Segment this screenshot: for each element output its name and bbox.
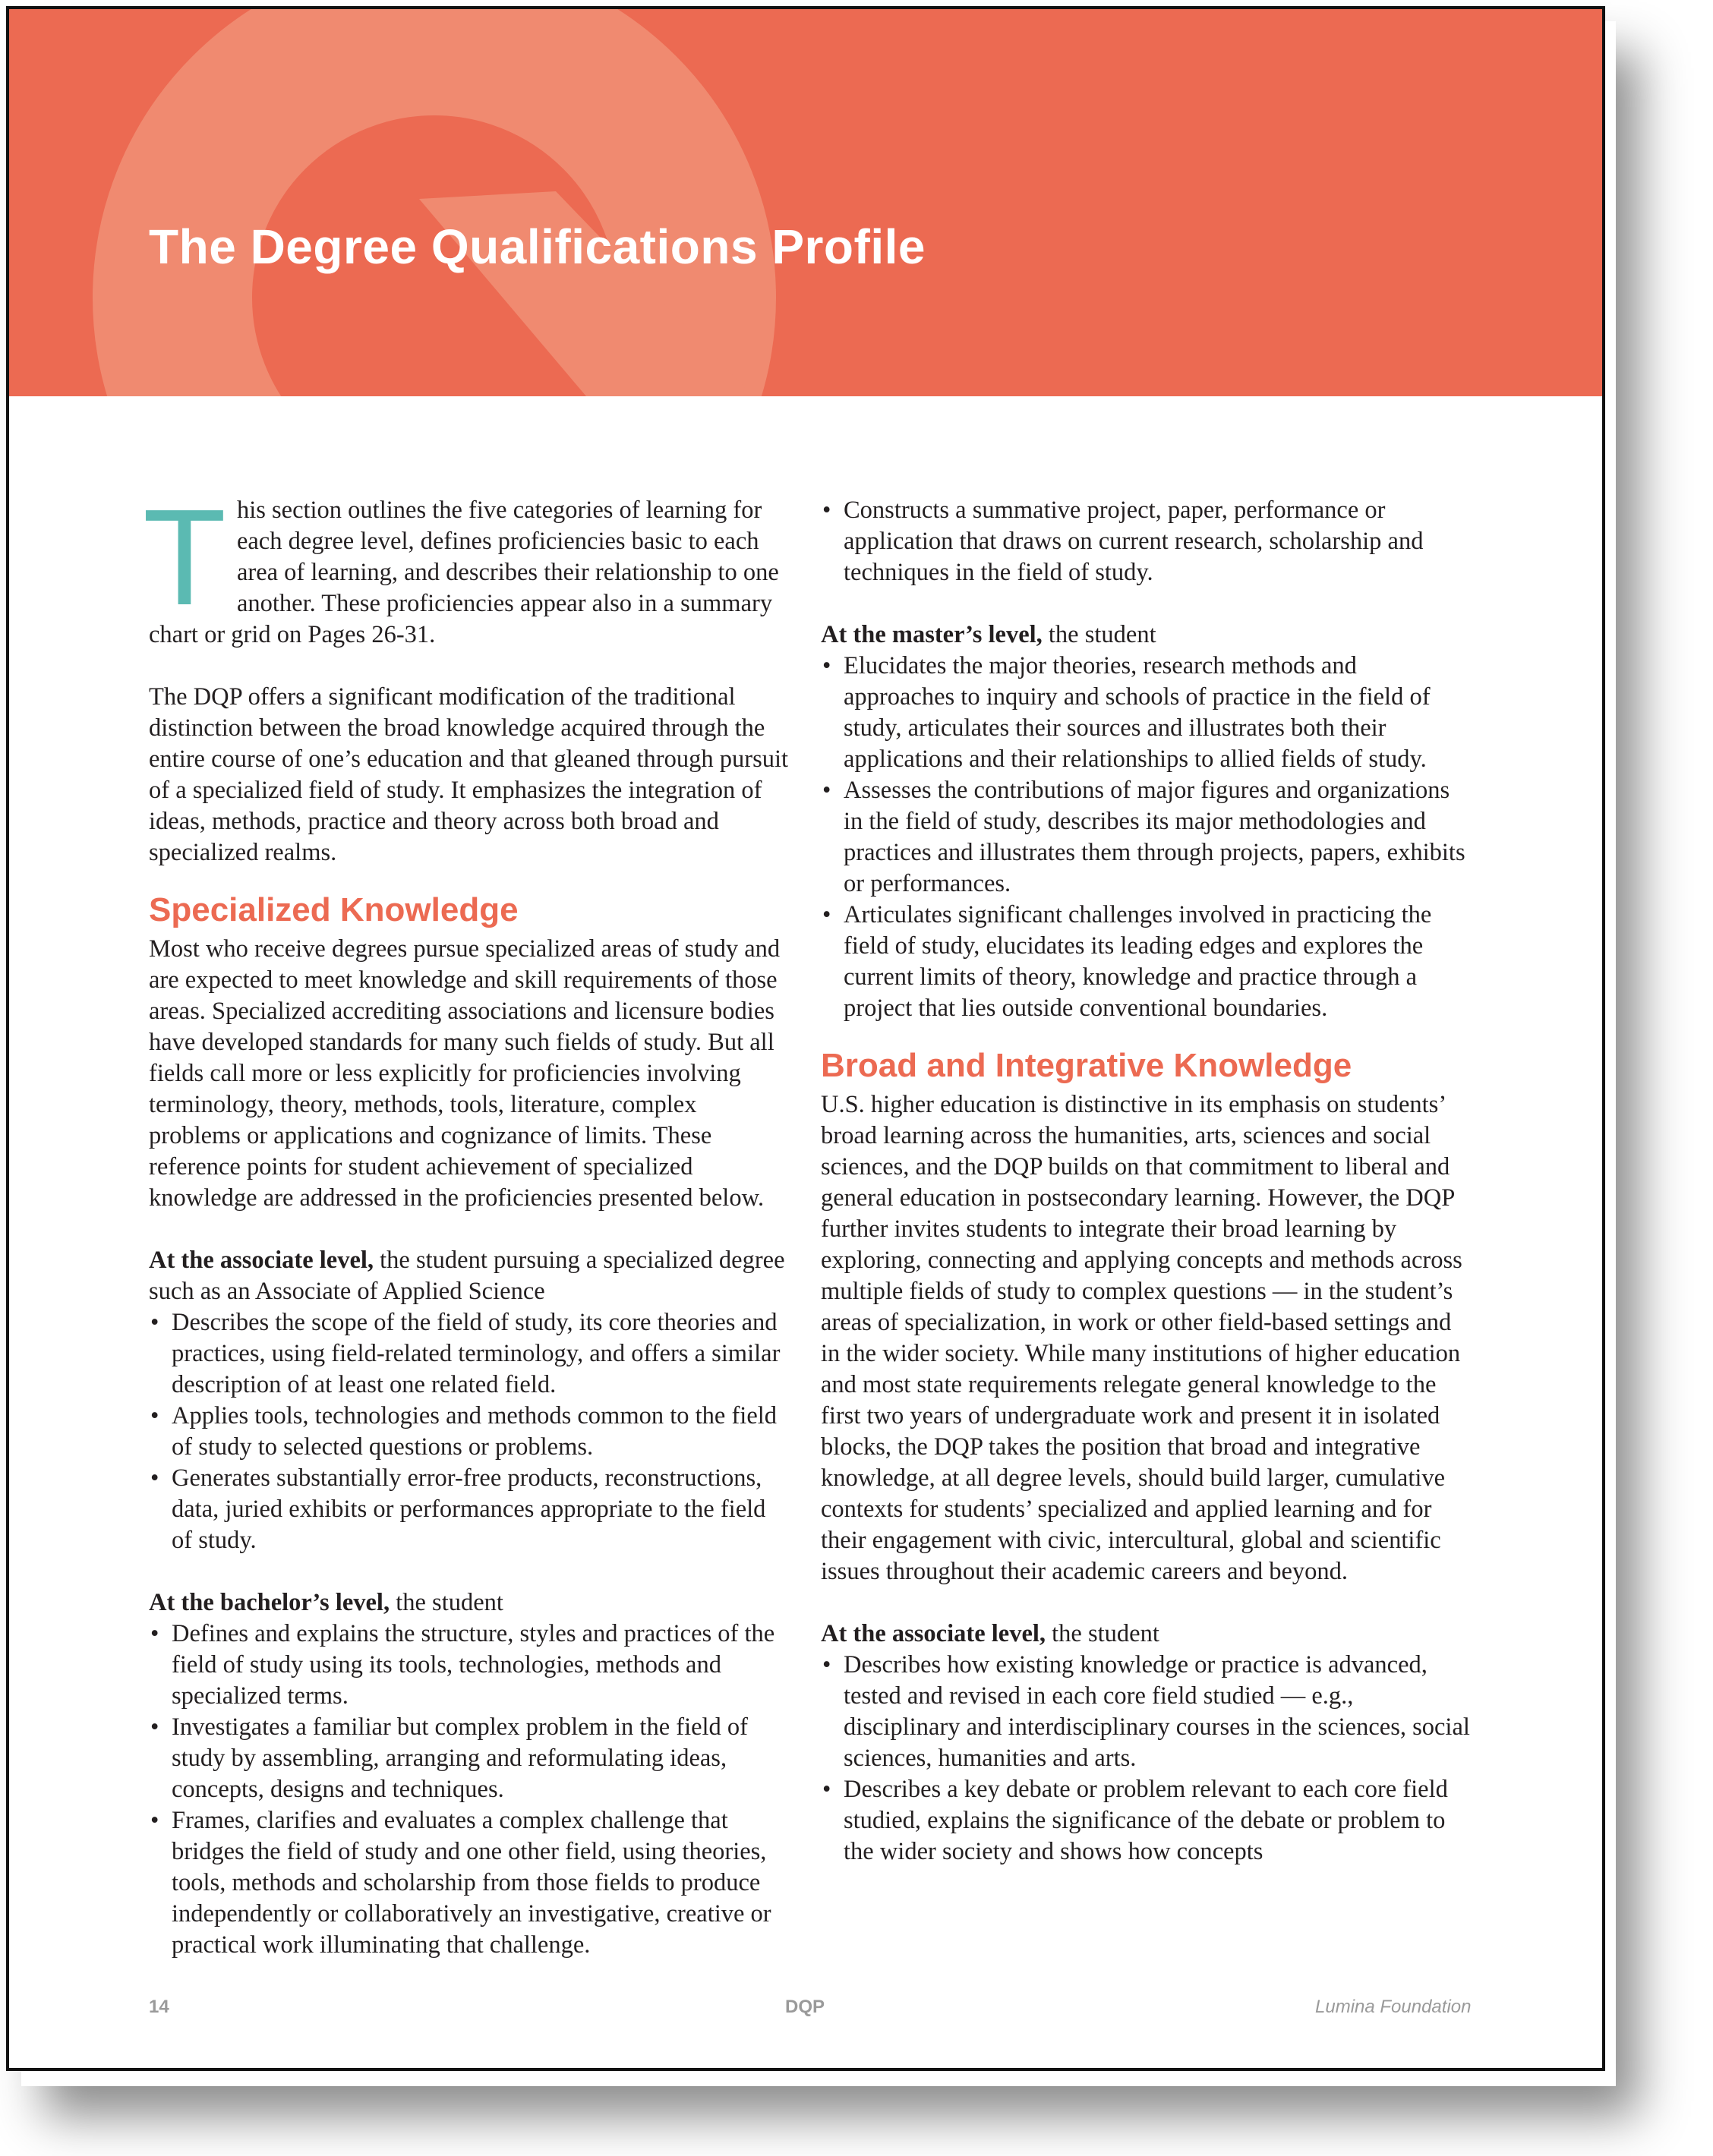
intro-paragraph (143, 481, 791, 651)
lead-rest: the student (1046, 1620, 1159, 1647)
specialized-master-lead (821, 619, 1474, 651)
footer-publisher: Lumina Foundation (1315, 1997, 1472, 2017)
section-heading-broad: Broad and Integrative Knowledge (821, 1047, 1352, 1084)
list-item: • Elucidates the major theories, research methods and approaches to inquiry and schools of practice in the field of study, articulates their sources and illustrates both their applications and their relationships to allied fields of study. (821, 651, 1474, 775)
lead-bold: At the bachelor’s level, (149, 1589, 390, 1616)
broad-associate-list (821, 1650, 1474, 1868)
page-title: The Degree Qualifications Profile (149, 219, 926, 274)
specialized-bachelor-lead (149, 1587, 791, 1619)
lead-rest: the student (390, 1589, 503, 1616)
list-item: • Frames, clarifies and evaluates a complex challenge that bridges the field of study and one other field, using theories, tools, methods and scholarship from those fields to produce independently or collaboratively an investigative, creative or practical work illuminating that challenge. (149, 1805, 791, 1961)
list-item: • Generates substantially error-free products, reconstructions, data, juried exhibits or performances appropriate to the field of study. (149, 1463, 791, 1556)
lead-rest: the student pursuing a specialized degree such as an Associate of Applied Science (149, 1247, 785, 1305)
list-item: • Applies tools, technologies and methods common to the field of study to selected questions or problems. (149, 1401, 791, 1463)
intro-text: his section outlines the five categories of learning for each degree level, defines proficiencies basic to each area of learning, and describes their relationship to one another. These proficiencies appear also in a summary chart or grid on Pages 26-31. (149, 496, 779, 648)
page-number: 14 (149, 1997, 169, 2017)
list-item: • Articulates significant challenges involved in practicing the field of study, elucidates its leading edges and explores the current limits of theory, knowledge and practice through a project that lies outside conventional boundaries. (821, 900, 1474, 1024)
list-item: • Describes a key debate or problem relevant to each core field studied, explains the significance of the debate or problem to the wider society and shows how concepts (821, 1774, 1474, 1868)
left-column (143, 481, 791, 1961)
specialized-associate-lead (149, 1245, 791, 1307)
list-item: • Assesses the contributions of major figures and organizations in the field of study, describes its major methodologies and practices and illustrates them through projects, papers, exhibits or performances. (821, 775, 1474, 900)
list-item: • Describes how existing knowledge or practice is advanced, tested and revised in each core field studied — e.g., disciplinary and interdisciplinary courses in the sciences, social sciences, humanities and arts. (821, 1650, 1474, 1774)
list-item: • Describes the scope of the field of study, its core theories and practices, using field-related terminology, and offers a similar description of at least one related field. (149, 1307, 791, 1401)
specialized-master-list (821, 651, 1474, 1024)
q-watermark-graphic (9, 9, 1602, 396)
specialized-associate-list (149, 1307, 791, 1556)
broad-associate-lead (821, 1619, 1474, 1650)
lead-rest: the student (1042, 621, 1156, 648)
lead-bold: At the associate level, (149, 1247, 374, 1274)
broad-body: U.S. higher education is distinctive in its emphasis on students’ broad learning across the humanities, arts, sciences and social sciences, and the DQP builds on that commitment to liberal and general education in postsecondary learning. However, the DQP further invites students to integrate their broad learning by exploring, connecting and applying concepts and methods across multiple fields of study to complex questions — in the student’s areas of specialization, in work or other field-based settings and in the wider society. While many institutions of higher education and most state requirements relegate general knowledge to the first two years of undergraduate work and present it in isolated blocks, the DQP takes the position that broad and integrative knowledge, at all degree levels, should build larger, cumulative contexts for students’ specialized and applied learning and for their engagement with civic, intercultural, global and scientific issues throughout their academic careers and beyond. (821, 1091, 1462, 1585)
document-page (6, 6, 1605, 2071)
drop-cap: T (143, 481, 226, 634)
right-column (821, 495, 1474, 1868)
section-heading-specialized: Specialized Knowledge (149, 891, 519, 928)
footer-center-label: DQP (785, 1997, 825, 2017)
overview-paragraph: The DQP offers a significant modification of the traditional distinction between the broad knowledge acquired through the entire course of one’s education and that gleaned through pursuit of a specialized field of study. It emphasizes the integration of ideas, methods, practice and theory across both broad and specialized realms. (149, 683, 789, 866)
specialized-body: Most who receive degrees pursue specialized areas of study and are expected to meet knowledge and skill requirements of those areas. Specialized accrediting associations and licensure bodies have developed standards for many such fields of study. But all fields call more or less explicitly for proficiencies involving terminology, theory, methods, tools, literature, complex problems or applications and cognizance of limits. These reference points for student achievement of specialized knowledge are addressed in the proficiencies presented below. (149, 935, 781, 1212)
header-banner (9, 9, 1602, 396)
specialized-bachelor-list (149, 1619, 791, 1961)
list-item: • Constructs a summative project, paper, performance or application that draws on current research, scholarship and techniques in the field of study. (821, 495, 1474, 588)
specialized-bachelor-list-continued (821, 495, 1474, 588)
list-item: • Investigates a familiar but complex problem in the field of study by assembling, arranging and reformulating ideas, concepts, designs and techniques. (149, 1712, 791, 1805)
lead-bold: At the associate level, (821, 1620, 1046, 1647)
list-item: • Defines and explains the structure, styles and practices of the field of study using its tools, technologies, methods and specialized terms. (149, 1619, 791, 1712)
lead-bold: At the master’s level, (821, 621, 1043, 648)
